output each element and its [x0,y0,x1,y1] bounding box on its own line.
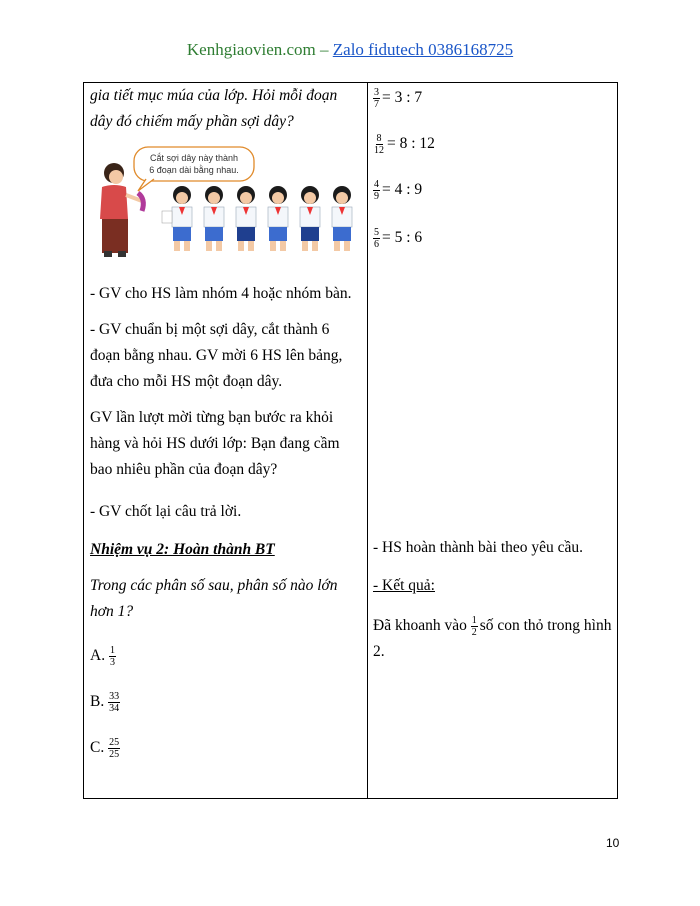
teacher-figure [100,163,143,257]
result-label: - Kết quả: [373,577,435,594]
paragraph-conclude: - GV chốt lại câu trả lời. [90,503,242,520]
page-header [0,40,700,60]
zalo-link[interactable]: Zalo fidutech 0386168725 [332,40,514,59]
fraction-1-text: = 3 : 7 [382,89,423,106]
fraction-2: $\frac{8}{12}$ [374,132,384,156]
speech-bubble-tail [138,179,154,191]
fraction-4-text: = 5 : 6 [382,229,423,246]
column-divider [367,83,368,798]
option-b-fraction: $\frac{33}{34}$ [109,690,120,714]
speech-line-2: 6 đoạn dài bằng nhau. [149,165,239,175]
option-a-fraction: $\frac{1}{3}$ [109,644,115,668]
result-pre: Đã khoanh vào [373,617,467,634]
fraction-row-4 [373,225,613,251]
result-text [373,613,613,665]
option-c-fraction: $\frac{25}{25}$ [109,736,120,760]
speech-line-1: Cắt sợi dây này thành [150,153,238,163]
fraction-row-2 [373,131,613,157]
result-post: số con thỏ trong hình 2. [373,617,612,660]
option-c [90,735,362,761]
page-number: 10 [606,836,620,850]
fraction-3-text: = 4 : 9 [382,181,423,198]
classroom-illustration [90,139,362,264]
option-b-label: B. [90,693,105,710]
question-continuation: gia tiết mục múa của lớp. Hỏi mỗi đoạn dây đó chiếm mấy phần sợi dây? [90,87,338,130]
option-a-label: A. [90,647,106,664]
option-b [90,689,362,715]
lesson-table [83,82,618,799]
fraction-2-text: = 8 : 12 [387,135,435,152]
site-name: Kenhgiaovien.com [186,40,316,59]
result-fraction: $\frac{1}{2}$ [471,614,477,638]
paragraph-rope: - GV chuẩn bị một sợi dây, cắt thành 6 đoạn bằng nhau. GV mời 6 HS lên bảng, đưa cho mỗi HS một đoạn dây. [90,321,343,390]
fraction-row-3 [373,177,613,203]
option-c-label: C. [90,739,105,756]
fraction-1: $\frac{3}{7}$ [374,86,379,110]
paragraph-ask: GV lần lượt mời từng bạn bước ra khỏi hàng và hỏi HS dưới lớp: Bạn đang cầm bao nhiêu phần của đoạn dây? [90,409,340,478]
task-2-title: Nhiệm vụ 2: Hoàn thành BT [90,541,275,558]
fraction-4: $\frac{5}{6}$ [374,226,379,250]
option-a [90,643,362,669]
header-separator: – [315,40,333,59]
hs-done-text: - HS hoàn thành bài theo yêu cầu. [373,539,584,556]
paragraph-groups: - GV cho HS làm nhóm 4 hoặc nhóm bàn. [90,285,352,302]
teacher-students-image [90,139,362,259]
fraction-row-1 [373,85,613,111]
students-group [162,186,352,251]
fraction-3: $\frac{4}{9}$ [374,178,379,202]
task-2-question: Trong các phân số sau, phân số nào lớn hơn 1? [90,577,338,620]
